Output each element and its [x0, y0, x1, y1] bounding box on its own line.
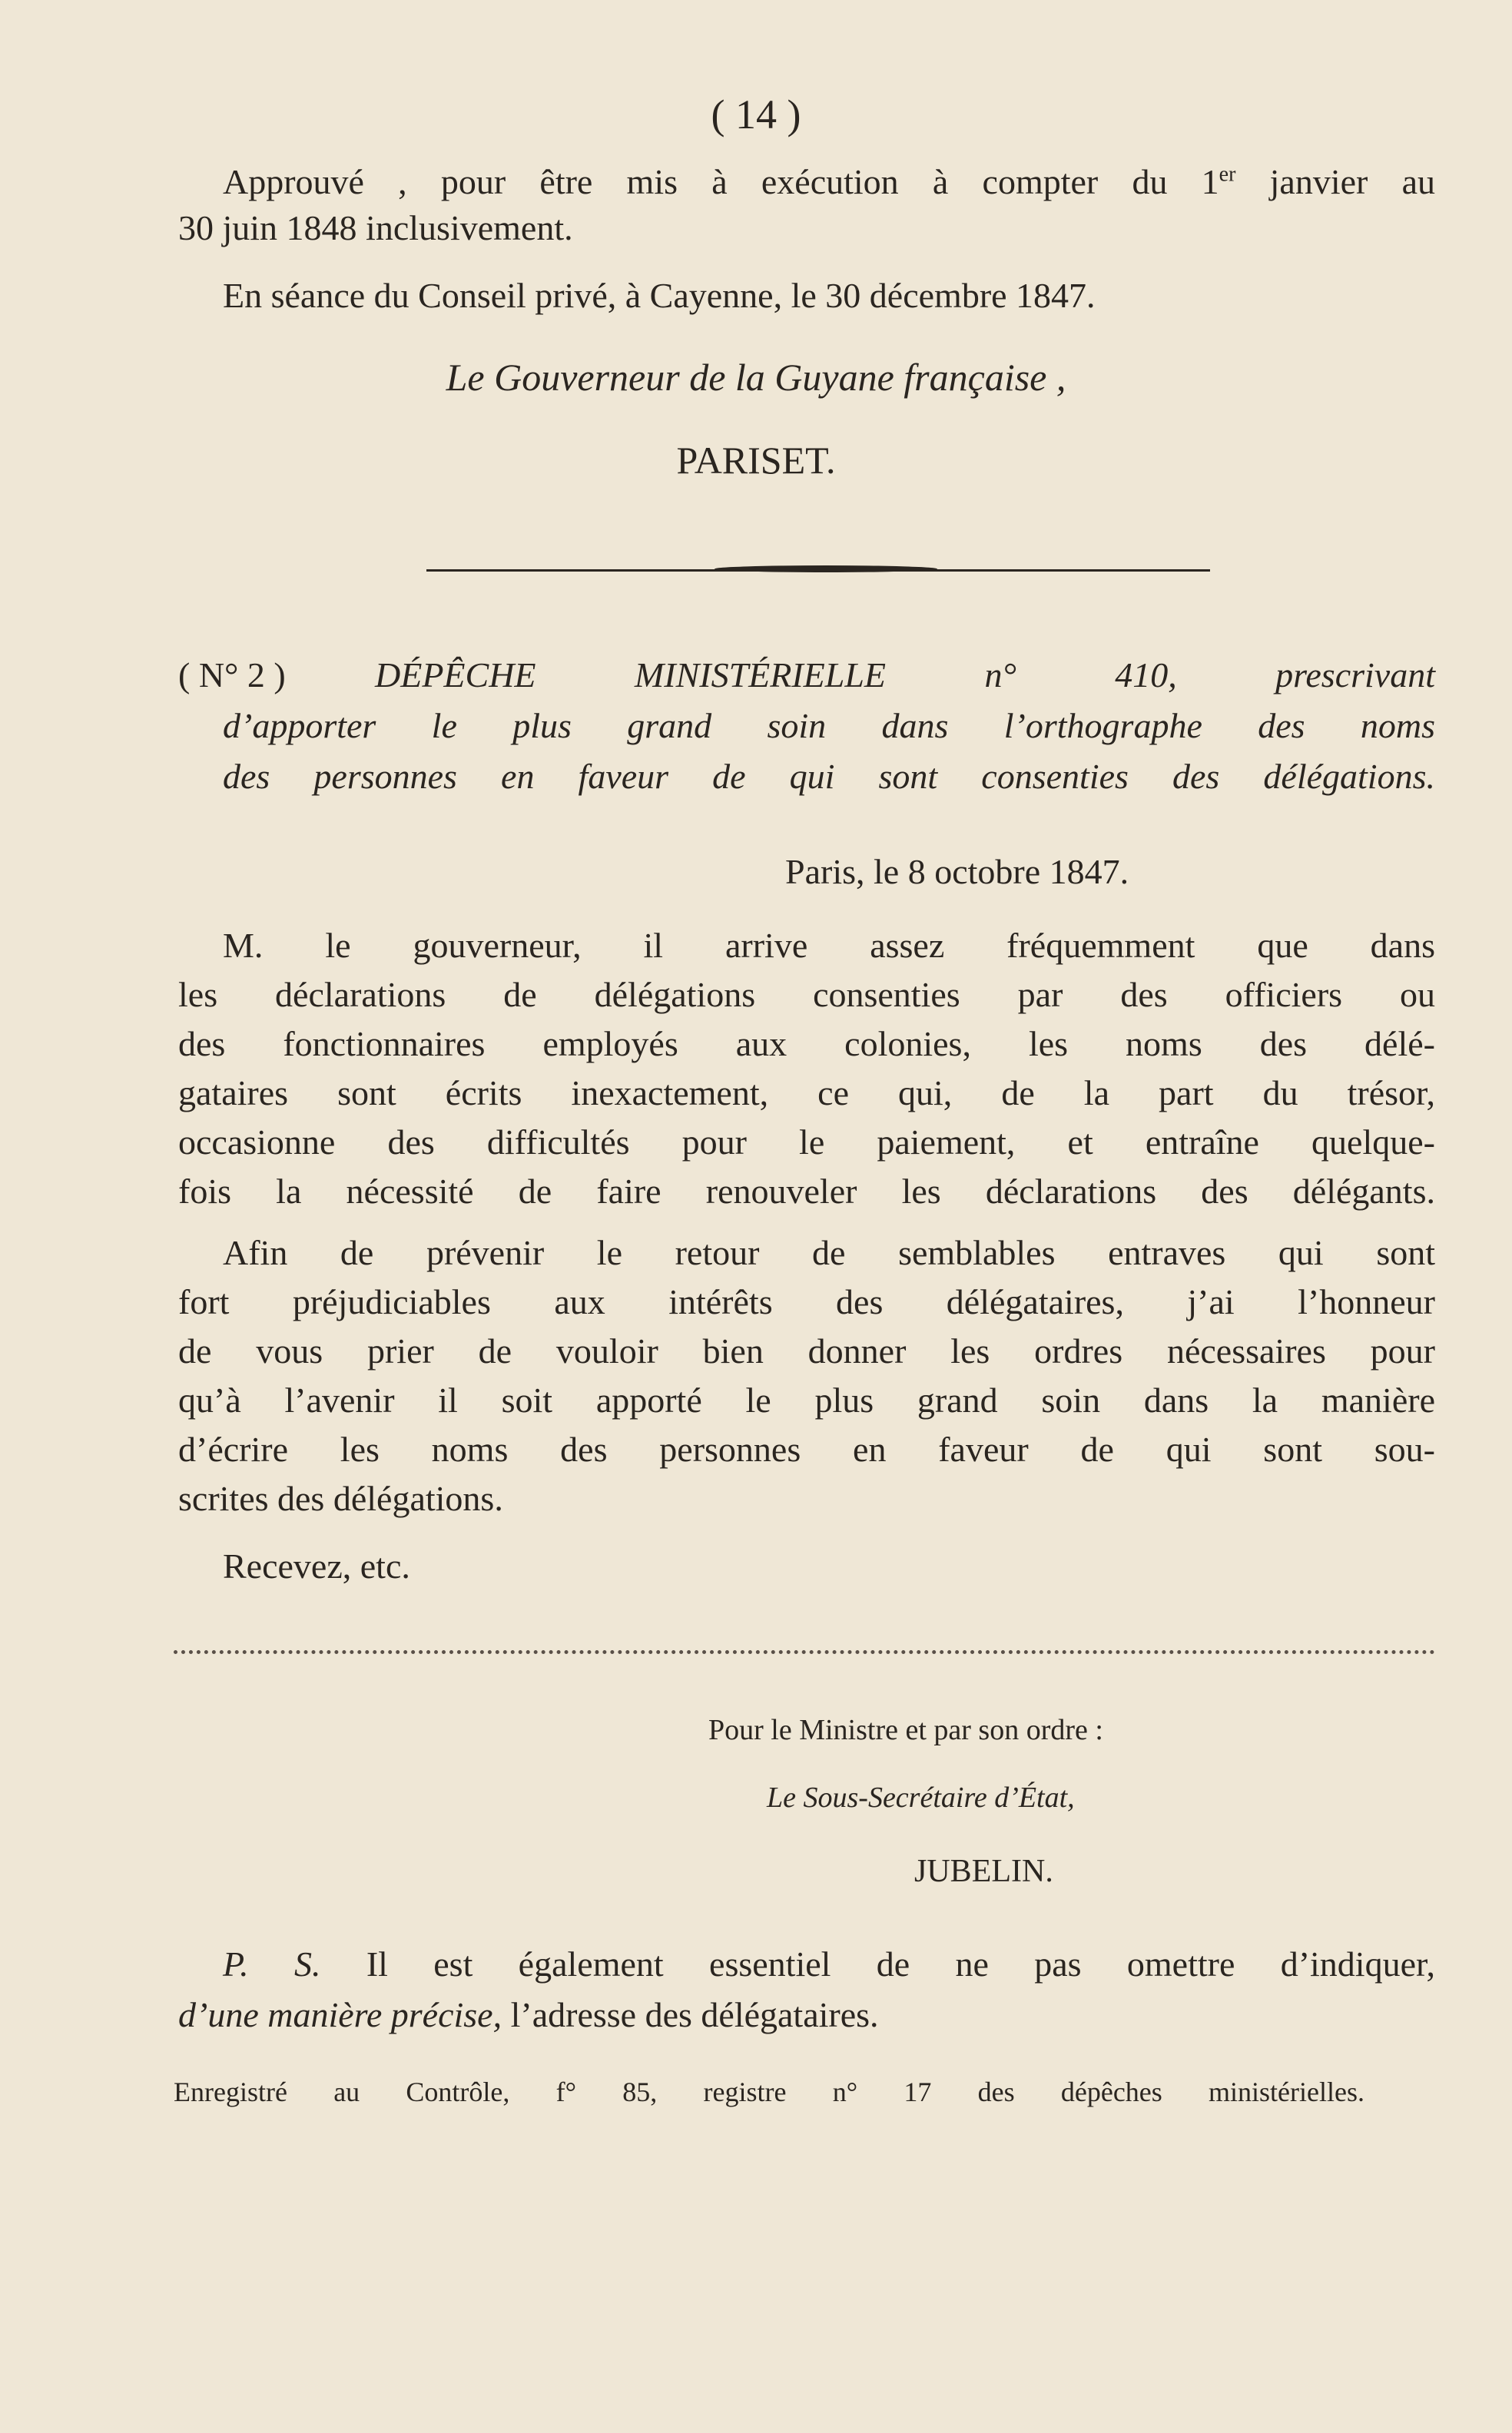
approval-line-2: 30 juin 1848 inclusivement.	[178, 208, 573, 247]
date-line: Paris, le 8 octobre 1847.	[785, 852, 1129, 891]
para1-line: occasionne des difficultés pour le paiement, et entraîne quelque-	[178, 1122, 1435, 1162]
para2-line: d’écrire les noms des personnes en faveur de qui sont sou-	[178, 1430, 1435, 1469]
closing-line: Recevez, etc.	[223, 1546, 410, 1586]
governor-name: PARISET.	[676, 439, 836, 482]
heading-line-3: des personnes en faveur de qui sont consenties des délégations.	[223, 757, 1435, 796]
para1-line: fois la nécessité de faire renouveler les déclarations des délégants.	[178, 1172, 1435, 1211]
para2-line: Afin de prévenir le retour de semblables entraves qui sont	[223, 1233, 1435, 1272]
para2-line: fort préjudiciables aux intérêts des délégataires, j’ai l’honneur	[178, 1282, 1435, 1321]
para1-line: des fonctionnaires employés aux colonies, les noms des délé-	[178, 1024, 1435, 1063]
para2-line: de vous prier de vouloir bien donner les ordres nécessaires pour	[178, 1331, 1435, 1371]
dotted-separator	[174, 1650, 1435, 1654]
para2-line: qu’à l’avenir il soit apporté le plus grand soin dans la manière	[178, 1381, 1435, 1420]
postscript-label: P. S.	[223, 1944, 321, 1984]
seance-line: En séance du Conseil privé, à Cayenne, le 30 décembre 1847.	[223, 276, 1096, 315]
signature-line-2: Le Sous-Secrétaire d’État,	[767, 1782, 1075, 1814]
para1-line: M. le gouverneur, il arrive assez fréquemment que dans	[223, 926, 1435, 965]
separator-rule-center	[715, 565, 937, 572]
registration-note: Enregistré au Contrôle, f° 85, registre n° 17 des dépêches ministérielles.	[174, 2077, 1364, 2107]
para2-line: scrites des délégations.	[178, 1479, 503, 1518]
signature-name: JUBELIN.	[914, 1854, 1053, 1889]
para1-line: gataires sont écrits inexactement, ce qui, de la part du trésor,	[178, 1073, 1435, 1112]
heading-line-1: DÉPÊCHE MINISTÉRIELLE n° 410, prescrivant	[375, 655, 1435, 694]
approval-line-1: Approuvé , pour être mis à exécution à compter du 1er janvier au	[223, 162, 1435, 201]
dispatch-number: ( N° 2 )	[178, 655, 286, 694]
signature-line-1: Pour le Ministre et par son ordre :	[708, 1714, 1103, 1746]
postscript-line-2: d’une manière précise, l’adresse des délégataires.	[178, 1995, 879, 2034]
postscript-line-1: P. S. Il est également essentiel de ne pas omettre d’indiquer,	[223, 1944, 1435, 1984]
heading-line-2: d’apporter le plus grand soin dans l’orthographe des noms	[223, 706, 1435, 745]
para1-line: les déclarations de délégations consenties par des officiers ou	[178, 975, 1435, 1014]
page-number: ( 14 )	[711, 91, 801, 138]
governor-title: Le Gouverneur de la Guyane française ,	[446, 356, 1066, 399]
